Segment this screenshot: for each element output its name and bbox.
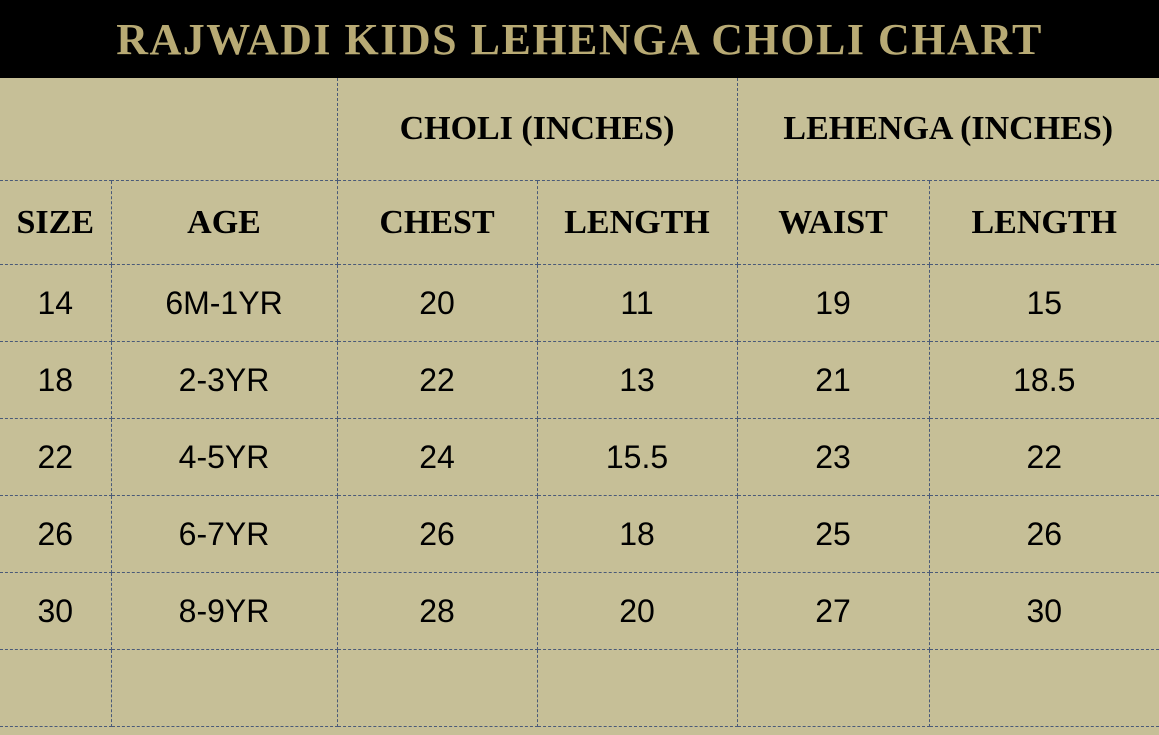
empty-corner-cell xyxy=(0,78,337,181)
cell-age: 4-5YR xyxy=(111,419,337,496)
cell-age: 6-7YR xyxy=(111,496,337,573)
lehenga-group-header: LEHENGA (INCHES) xyxy=(737,78,1159,181)
cell-size: 26 xyxy=(0,496,111,573)
cell-lehenga-length: 30 xyxy=(929,573,1159,650)
column-header-waist: WAIST xyxy=(737,181,929,265)
size-chart-table xyxy=(0,78,1159,727)
chart-title: RAJWADI KIDS LEHENGA CHOLI CHART xyxy=(116,14,1043,64)
cell-age: 6M-1YR xyxy=(111,265,337,342)
column-header-row xyxy=(0,181,1159,265)
cell-lehenga-length: 15 xyxy=(929,265,1159,342)
cell-waist: 23 xyxy=(737,419,929,496)
cell-choli-length: 15.5 xyxy=(537,419,737,496)
cell-lehenga-length: 26 xyxy=(929,496,1159,573)
cell-chest: 28 xyxy=(337,573,537,650)
column-header-size: SIZE xyxy=(0,181,111,265)
cell-chest: 20 xyxy=(337,265,537,342)
cell-choli-length: 20 xyxy=(537,573,737,650)
table-row xyxy=(0,419,1159,496)
table-row xyxy=(0,342,1159,419)
column-header-choli-length: LENGTH xyxy=(537,181,737,265)
choli-group-header: CHOLI (INCHES) xyxy=(337,78,737,181)
table-row xyxy=(0,265,1159,342)
column-header-lehenga-length: LENGTH xyxy=(929,181,1159,265)
cell-waist: 21 xyxy=(737,342,929,419)
cell-waist: 25 xyxy=(737,496,929,573)
cell-size: 14 xyxy=(0,265,111,342)
title-bar xyxy=(0,0,1159,78)
cell-choli-length: 13 xyxy=(537,342,737,419)
cell-age: 2-3YR xyxy=(111,342,337,419)
empty-cell xyxy=(0,650,111,727)
cell-lehenga-length: 22 xyxy=(929,419,1159,496)
empty-cell xyxy=(737,650,929,727)
cell-choli-length: 18 xyxy=(537,496,737,573)
cell-chest: 24 xyxy=(337,419,537,496)
cell-waist: 27 xyxy=(737,573,929,650)
empty-row xyxy=(0,650,1159,727)
cell-size: 22 xyxy=(0,419,111,496)
empty-cell xyxy=(337,650,537,727)
cell-size: 30 xyxy=(0,573,111,650)
table-row xyxy=(0,496,1159,573)
cell-waist: 19 xyxy=(737,265,929,342)
column-header-age: AGE xyxy=(111,181,337,265)
cell-lehenga-length: 18.5 xyxy=(929,342,1159,419)
cell-chest: 22 xyxy=(337,342,537,419)
cell-chest: 26 xyxy=(337,496,537,573)
table-row xyxy=(0,573,1159,650)
cell-choli-length: 11 xyxy=(537,265,737,342)
empty-cell xyxy=(537,650,737,727)
empty-cell xyxy=(111,650,337,727)
group-header-row xyxy=(0,78,1159,181)
column-header-chest: CHEST xyxy=(337,181,537,265)
cell-size: 18 xyxy=(0,342,111,419)
cell-age: 8-9YR xyxy=(111,573,337,650)
empty-cell xyxy=(929,650,1159,727)
